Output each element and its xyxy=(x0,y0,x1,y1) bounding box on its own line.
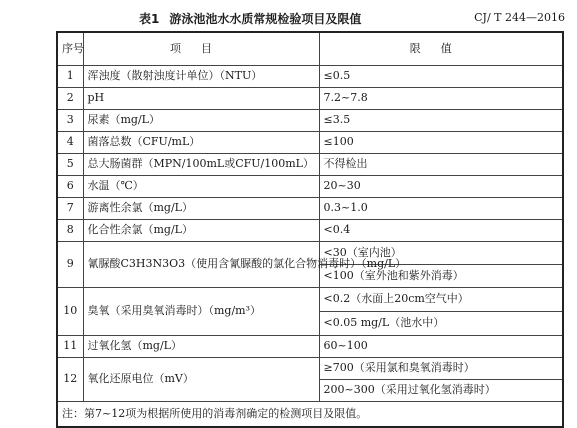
table-row xyxy=(57,87,563,109)
row-value: ≤3.5 xyxy=(319,109,563,131)
row-no: 5 xyxy=(57,153,83,175)
row-value: <0.2（水面上20cm空气中） xyxy=(319,287,563,311)
table-title-text: 游泳池池水水质常规检验项目及限值 xyxy=(169,12,362,26)
header-item: 项目 xyxy=(83,32,319,65)
row-item: 氰脲酸C3H3N3O3（使用含氰脲酸的氯化合物消毒时）（mg/L） xyxy=(83,241,319,287)
row-no: 8 xyxy=(57,219,83,241)
row-item: 总大肠菌群（MPN/100mL或CFU/100mL） xyxy=(83,153,319,175)
table-row xyxy=(57,65,563,87)
row-value: 20~30 xyxy=(319,175,563,197)
table-row xyxy=(57,357,563,379)
row-value: 不得检出 xyxy=(319,153,563,175)
row-no: 6 xyxy=(57,175,83,197)
table-row xyxy=(57,241,563,264)
row-no: 2 xyxy=(57,87,83,109)
table-row xyxy=(57,335,563,357)
row-item: 氧化还原电位（mV） xyxy=(83,357,319,401)
table-note: 注：第7~12项为根据所使用的消毒剂确定的检测项目及限值。 xyxy=(57,401,563,427)
table-title xyxy=(139,10,361,27)
row-no: 11 xyxy=(57,335,83,357)
row-value: ≥700（采用氯和臭氧消毒时） xyxy=(319,357,563,379)
row-item: 尿素（mg/L） xyxy=(83,109,319,131)
table-number: 表1 xyxy=(139,12,160,26)
table-row xyxy=(57,131,563,153)
row-item: 浑浊度（散射浊度计单位）（NTU） xyxy=(83,65,319,87)
row-value: <30（室内池） xyxy=(319,241,563,264)
row-no: 10 xyxy=(57,287,83,335)
table-row xyxy=(57,175,563,197)
row-value: ≤100 xyxy=(319,131,563,153)
row-item: 化合性余氯（mg/L） xyxy=(83,219,319,241)
table-note-row xyxy=(57,401,563,427)
row-value: 7.2~7.8 xyxy=(319,87,563,109)
row-item: 游离性余氯（mg/L） xyxy=(83,197,319,219)
row-value: 60~100 xyxy=(319,335,563,357)
row-item: pH xyxy=(83,87,319,109)
row-no: 4 xyxy=(57,131,83,153)
header-no: 序号 xyxy=(57,32,83,65)
table-row xyxy=(57,219,563,241)
row-item: 水温（℃） xyxy=(83,175,319,197)
table-row xyxy=(57,109,563,131)
standard-table xyxy=(56,31,564,428)
row-item: 臭氧（采用臭氧消毒时）（mg/m³） xyxy=(83,287,319,335)
table-header-row xyxy=(57,32,563,65)
row-value: <0.4 xyxy=(319,219,563,241)
row-value: <100（室外池和紫外消毒） xyxy=(319,264,563,287)
row-no: 1 xyxy=(57,65,83,87)
table-caption xyxy=(0,0,577,30)
row-no: 3 xyxy=(57,109,83,131)
table-row xyxy=(57,287,563,311)
row-no: 9 xyxy=(57,241,83,287)
row-item: 过氧化氢（mg/L） xyxy=(83,335,319,357)
row-value: 0.3~1.0 xyxy=(319,197,563,219)
row-value: 200~300（采用过氧化氢消毒时） xyxy=(319,379,563,401)
table-row xyxy=(57,197,563,219)
row-value: <0.05 mg/L（池水中） xyxy=(319,311,563,335)
row-no: 12 xyxy=(57,357,83,401)
row-value: ≤0.5 xyxy=(319,65,563,87)
standard-code: CJ/ T 244—2016 xyxy=(474,11,565,24)
header-value: 限值 xyxy=(319,32,563,65)
table-row xyxy=(57,153,563,175)
row-item: 菌落总数（CFU/mL） xyxy=(83,131,319,153)
row-no: 7 xyxy=(57,197,83,219)
